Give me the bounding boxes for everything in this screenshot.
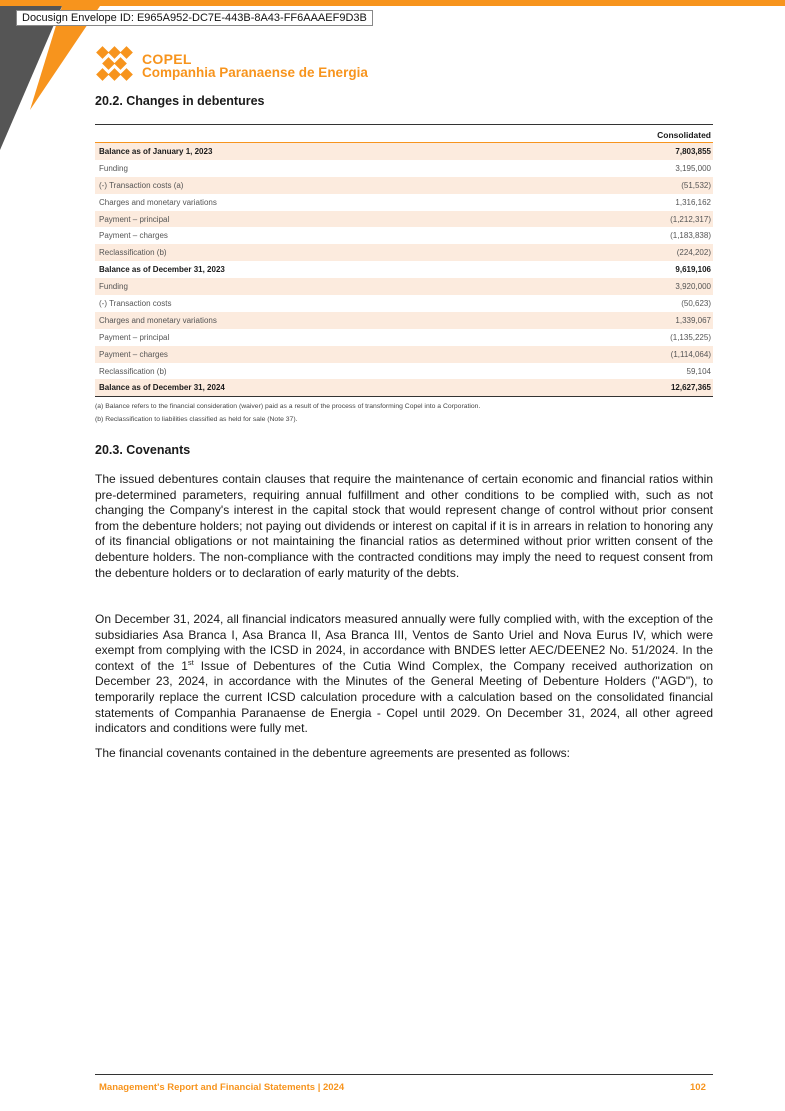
envelope-id: Docusign Envelope ID: E965A952-DC7E-443B-8A43-FF6AAAEF9D3B [16,10,373,26]
table-note: (a) Balance refers to the financial consideration (waiver) paid as a result of the process of transforming Copel into a Corporation. [95,403,481,410]
company-logo-text [142,52,368,80]
table-row: Reclassification (b) (224,202) [95,244,713,261]
table-row: Charges and monetary variations 1,339,067 [95,312,713,329]
page-number: 102 [690,1082,706,1093]
table-row: Balance as of December 31, 2024 12,627,365 [95,379,713,397]
column-header-consolidated: Consolidated [657,130,711,140]
table-row: Reclassification (b) 59,104 [99,366,711,376]
covenants-paragraph: On December 31, 2024, all financial indicators measured annually were fully complied with, with the exception of the subsidiaries Asa Branca I, Asa Branca II, Asa Branca III, Ventos de Santo Uriel and Nova Eurus IV, which were exempt from complying with the ICSD in 2024, in accordance with BNDES letter AEC/DEENE2 No. 51/2024. In the context of the 1st Issue of Debentures of the Cutia Wind Complex, the Company received authorization on December 23, 2024, in accordance with the Minutes of the General Meeting of Debenture Holders ("AGD"), to temporarily replace the current ICSD calculation procedure with a calculation based on the consolidated financial statements of Companhia Paranaense de Energia - Copel until 2029. On December 31, 2024, all other agreed indicators and conditions were fully met. [95,612,713,736]
table-row: (-) Transaction costs (a) (51,532) [95,177,713,194]
table-row: Charges and monetary variations 1,316,162 [99,197,711,207]
table-row: (-) Transaction costs (50,623) [99,298,711,308]
table-header [95,125,713,143]
table-row: Payment – principal (1,212,317) [95,211,713,228]
top-accent-bar [0,0,785,6]
company-name: Companhia Paranaense de Energia [142,65,368,80]
debentures-table [95,124,713,397]
table-row: Payment – principal (1,135,225) [99,332,711,342]
brand-name: COPEL [142,51,192,67]
section-title-changes-in-debentures: 20.2. Changes in debentures [95,94,265,108]
copel-logo-icon [96,46,134,82]
section-title-covenants: 20.3. Covenants [95,443,191,457]
table-row: Balance as of January 1, 2023 7,803,855 [95,143,713,160]
footer-title: Management's Report and Financial Statements | 2024 [99,1082,345,1093]
table-note: (b) Reclassification to liabilities classified as held for sale (Note 37). [95,416,298,423]
table-row: Payment – charges (1,183,838) [99,231,711,241]
covenants-paragraph: The issued debentures contain clauses that require the maintenance of certain economic and financial ratios within pre-determined parameters, requiring annual fulfillment and other conditions to be complied with, such as not changing the Company's interest in the capital stock that would represent change of control without prior consent from the debenture holders; not paying out dividends or interest on capital if it is in arrears in relation to honoring any of its financial obligations or not maintaining the financial ratios as determined without prior written consent of the debenture holders. The non-compliance with the contracted conditions may imply the need to request consent from the debenture holders or to declaration of early maturity of the debts. [95,472,713,580]
table-row: Funding 3,920,000 [95,278,713,295]
covenants-paragraph: The financial covenants contained in the debenture agreements are presented as follows: [95,746,570,760]
table-notes [95,400,480,426]
footer-divider [95,1074,713,1075]
table-row: Funding 3,195,000 [99,163,711,173]
table-row: Payment – charges (1,114,064) [95,346,713,363]
table-row: Balance as of December 31, 2023 9,619,106 [99,265,711,275]
